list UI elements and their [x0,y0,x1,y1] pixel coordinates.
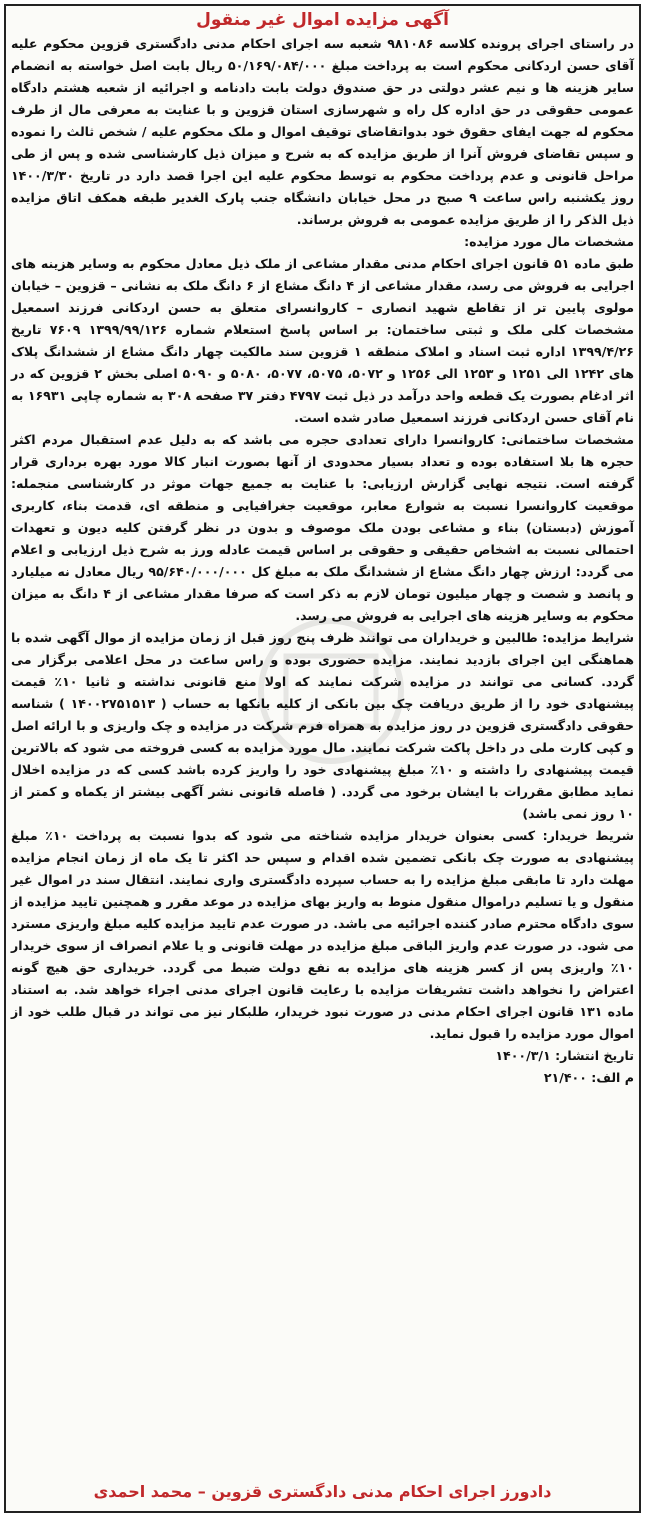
notice-frame [4,4,641,1513]
buyer-paragraph: شریط خریدار: کسی بعنوان خریدار مزایده شناخته می شود که بدوا نسبت به پرداخت ۱۰٪ مبلغ پیشنهادی به صورت چک بانکی تضمین شده اقدام و سپس حد اکثر تا یک ماه از زمان انجام مزایده مهلت دارد تا مابقی مبلغ مزایده را به حساب سپرده دادگستری واری نمایند. انتقال سند در اموال غیر منقول و یا تسلیم دراموال منقول منوط به واریز بهای مزایده در موعد مقرر و همچنین تایید مزایده از سوی دادگاه محترم صادر کننده اجرائیه می باشد. در صورت عدم تایید مزایده کلیه مبلغ واریزی مسترد می شود. در صورت عدم واریز الباقی مبلغ مزایده در مهلت قانونی و یا علام انصراف از سوی خریدار ۱۰٪ واریزی پس از کسر هزینه های مزایده به نفع دولت ضبط می گردد. خریداری حق هیچ گونه اعتراض را نخواهد داشت تشریفات مزایده با رعایت قانون اجرای مدنی اجراء خواهد شد. به استناد ماده ۱۳۱ قانون اجرای احکام مدنی در صورت نبود خریدار، طلبکار نیز می تواند در قبال طلب خود از اموال مورد مزایده را قبول نماید. [11,828,634,1041]
notice-body [11,10,634,1507]
specs-paragraph: طبق ماده ۵۱ قانون اجرای احکام مدنی مقدار مشاعی از ملک ذیل معادل محکوم به وسایر هزینه های اجرایی به فروش می رسد، مقدار مشاعی از ۴ دانگ مشاع از ۶ دانگ ملک به نشانی – قزوین – خیابان مولوی پایین تر از تقاطع شهید انصاری – کاروانسرای متعلق به حسن اردکانی فرزند اسمعیل مشخصات کلی ملک و ثبتی ساختمان: بر اساس پاسخ استعلام شماره ۱۳۹۹/۹۹/۱۲۶ ۷۶۰۹ تاریخ ۱۳۹۹/۴/۲۶ اداره ثبت اسناد و املاک منطقه ۱ قزوین سند مالکیت چهار دانگ مشاع از ششدانگ پلاک های ۱۲۴۲ الی ۱۲۵۱ و ۱۲۵۳ الی ۱۲۵۶ و ۵۰۷۲، ۵۰۷۵، ۵۰۷۷، ۵۰۸۰ و ۵۰۹۰ اصلی بخش ۲ قزوین که در اثر ادغام بصورت یک قطعه واحد درآمد در ذیل ثبت ۴۷۹۷ دفتر ۳۷ صفحه ۳۰۸ به شماره چاپی ۱۶۹۳۱ به نام آقای حسن اردکانی فرزند اسمعیل صادر شده است. [11,256,635,425]
signature-footer: دادورز اجرای احکام مدنی دادگستری قزوین – محمد احمدی [93,1482,552,1501]
notice-title: آگهی مزایده اموال غیر منقول [196,10,449,30]
publish-date: تاریخ انتشار: ۱۴۰۰/۳/۱ [495,1048,634,1063]
reference-number: م الف: ۲۱/۴۰۰ [543,1070,634,1085]
intro-paragraph: در راستای اجرای پرونده کلاسه ۹۸۱۰۸۶ شعبه سه اجرای احکام مدنی دادگستری قزوین محکوم علیه آقای حسن اردکانی محکوم است به پرداخت مبلغ ۵۰/۱۶۹/۰۸۴/۰۰۰ ریال بابت اصل خواسته به انضمام سایر هزینه ها و نیم عشر دولتی در حق صندوق دولت بابت دادنامه و اجرائیه از شعبه هشتم دادگاه عمومی حقوقی در حق اداره کل راه و شهرسازی استان قزوین و با عنایت به معرفی مال از طرف محکوم له جهت ایفای حقوق خود بدواتقاضای توقیف اموال و ملک محکوم علیه / شخص ثالث را نموده و سپس تقاضای فروش آنرا از طریق مزایده که به شرح و میزان ذیل کارشناسی شده و پس از طی مراحل قانونی و عدم پرداخت محکوم به توسط محکوم علیه این اجرا قصد دارد در تاریخ ۱۴۰۰/۳/۳۰ روز یکشنبه راس ساعت ۹ صبح در محل خیابان دانشگاه جنب پارک الغدیر طبقه همکف اتاق مزایده ذیل الذکر را از طریق مزایده عمومی به فروش برساند. [11,36,634,227]
conditions-paragraph: شرایط مزایده: طالبین و خریداران می توانند ظرف پنج روز قبل از زمان مزایده از موال آگهی شده با هماهنگی این اجرای بازدید نمایند. مزایده حضوری بوده و راس ساعت در محل اعلامی برگزار می گردد. کسانی می توانند در مزایده شرکت نمایند که اولا منع قانونی نداشته و ثانیا ۱۰٪ قیمت پیشنهادی خود را از طریق دریافت چک بین بانکی از کلیه بانکها به حساب ( ۱۴۰۰۲۷۵۱۵۱۳ ) شناسه حقوقی دادگستری قزوین در روز مزایده به همراه فرم شرکت در مزایده و چک واریزی و با ارائه اصل و کپی کارت ملی در داخل پاکت شرکت نمایند. مال مورد مزایده به کسی فروخته می شود که بالاترین قیمت پیشنهادی را داشته و ۱۰٪ مبلغ پیشنهادی خود را واریز کرده باشد کسی که در مزایده اخلال نماید مطابق مقررات با ایشان برخود می گردد. ( فاصله قانونی نشر آگهی بیشتر از یکماه و کمتر از ۱۰ روز نمی باشد) [11,630,635,821]
specs-heading: مشخصات مال مورد مزایده: [464,234,634,249]
building-paragraph: مشخصات ساختمانی: کاروانسرا دارای تعدادی حجره می باشد که به دلیل عدم استقبال مردم اکثر حجره ها بلا استفاده بوده و تعداد بسیار محدودی از آنها بصورت انبار کالا مورد بهره برداری قرار گرفته است. نتیجه نهایی گزارش ارزیابی: با عنایت به جمیع جهات موثر در کارشناسی منجمله: موقعیت کاروانسرا نسبت به شوارع معابر، موقعیت جغرافیایی و منطقه ای، قدمت بناء، کاربری آموزش (دبستان) بناء و مشاعی بودن ملک موصوف و بدون در نظر گرفتن کلیه دیون و تعهدات احتمالی نسبت به اشخاص حقیقی و حقوقی بر اساس قیمت عادله ورز به شرح ذیل ارزیابی و اعلام می گردد: ارزش چهار دانگ مشاع از ششدانگ ملک به مبلغ کل ۹۵/۶۴۰/۰۰۰/۰۰۰ ریال معادل نه میلیارد و پانصد و شصت و چهار میلیون تومان لازم به ذکر است که صرفا مقدار مشاعی از ۴ دانگ به میزان محکوم به وسایر هزینه های اجرایی به فروش می رسد. [11,432,635,623]
